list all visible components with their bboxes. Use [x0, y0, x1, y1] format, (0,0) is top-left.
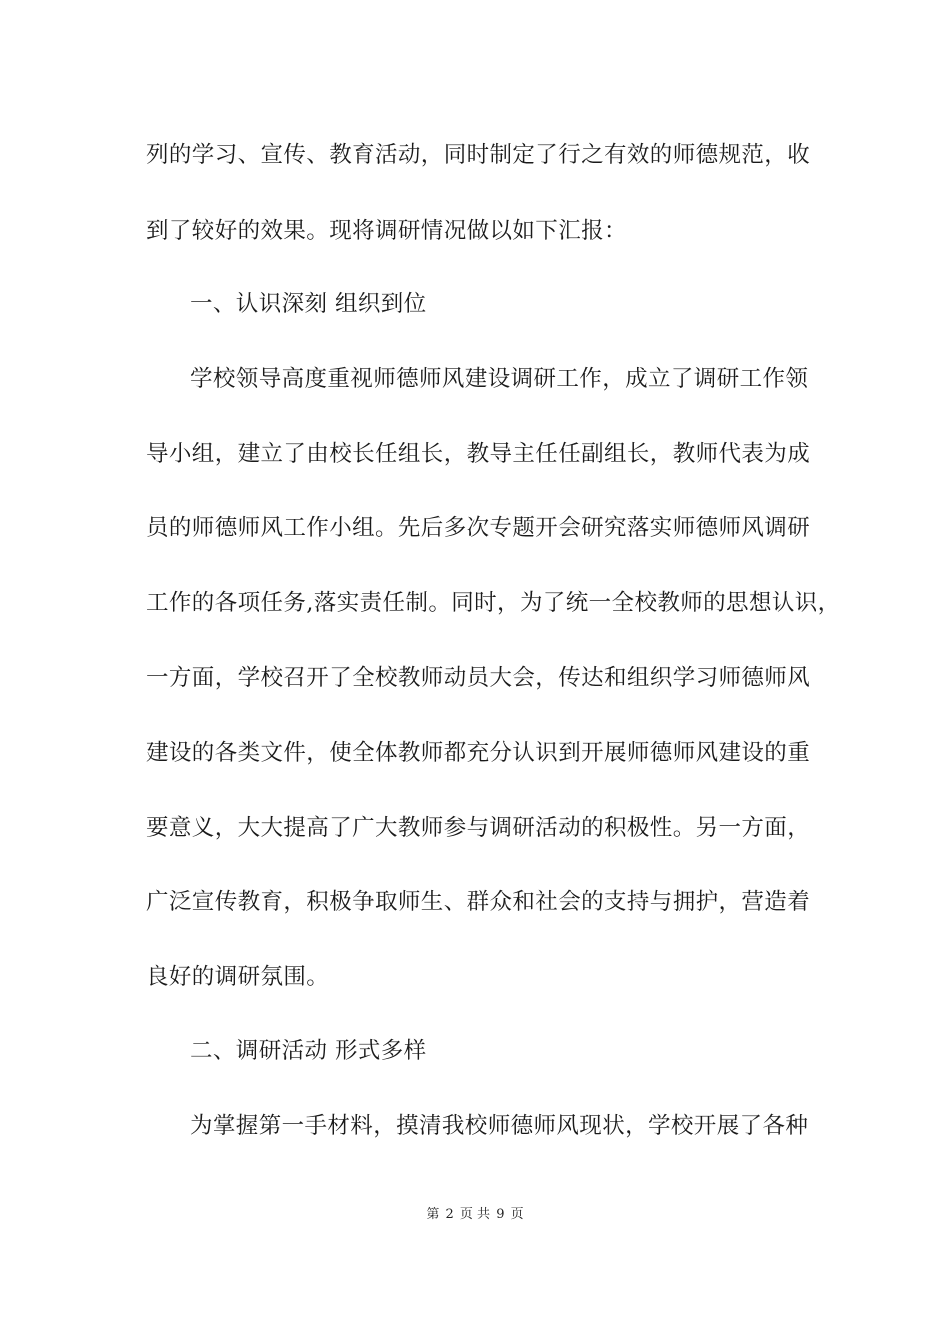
text-line: 一方面，学校召开了全校教师动员大会，传达和组织学习师德师风	[146, 665, 811, 691]
section-heading: 一、认识深刻 组织到位	[190, 291, 427, 317]
text-line: 导小组，建立了由校长任组长，教导主任任副组长，教师代表为成	[146, 441, 811, 467]
text-line: 要意义，大大提高了广大教师参与调研活动的积极性。另一方面，	[146, 815, 811, 841]
text-line: 建设的各类文件，使全体教师都充分认识到开展师德师风建设的重	[146, 740, 811, 766]
text-line: 良好的调研氛围。	[146, 964, 330, 990]
text-line: 工作的各项任务,落实责任制。同时，为了统一全校教师的思想认识，	[146, 590, 841, 616]
footer-total-pages: 9	[496, 1207, 505, 1222]
footer-prefix: 第	[426, 1207, 440, 1222]
footer-current-page: 2	[445, 1207, 454, 1222]
text-line: 列的学习、宣传、教育活动，同时制定了行之有效的师德规范，收	[146, 142, 811, 168]
page-footer	[0, 1206, 950, 1224]
section-heading: 二、调研活动 形式多样	[190, 1038, 427, 1064]
text-line: 到了较好的效果。现将调研情况做以如下汇报：	[146, 218, 627, 244]
text-line: 为掌握第一手材料，摸清我校师德师风现状，学校开展了各种	[190, 1113, 809, 1139]
footer-middle: 页 共	[459, 1207, 491, 1222]
text-line: 学校领导高度重视师德师风建设调研工作，成立了调研工作领	[190, 366, 809, 392]
text-line: 广泛宣传教育，积极争取师生、群众和社会的支持与拥护，营造着	[146, 889, 811, 915]
footer-suffix: 页	[510, 1207, 524, 1222]
text-line: 员的师德师风工作小组。先后多次专题开会研究落实师德师风调研	[146, 515, 811, 541]
